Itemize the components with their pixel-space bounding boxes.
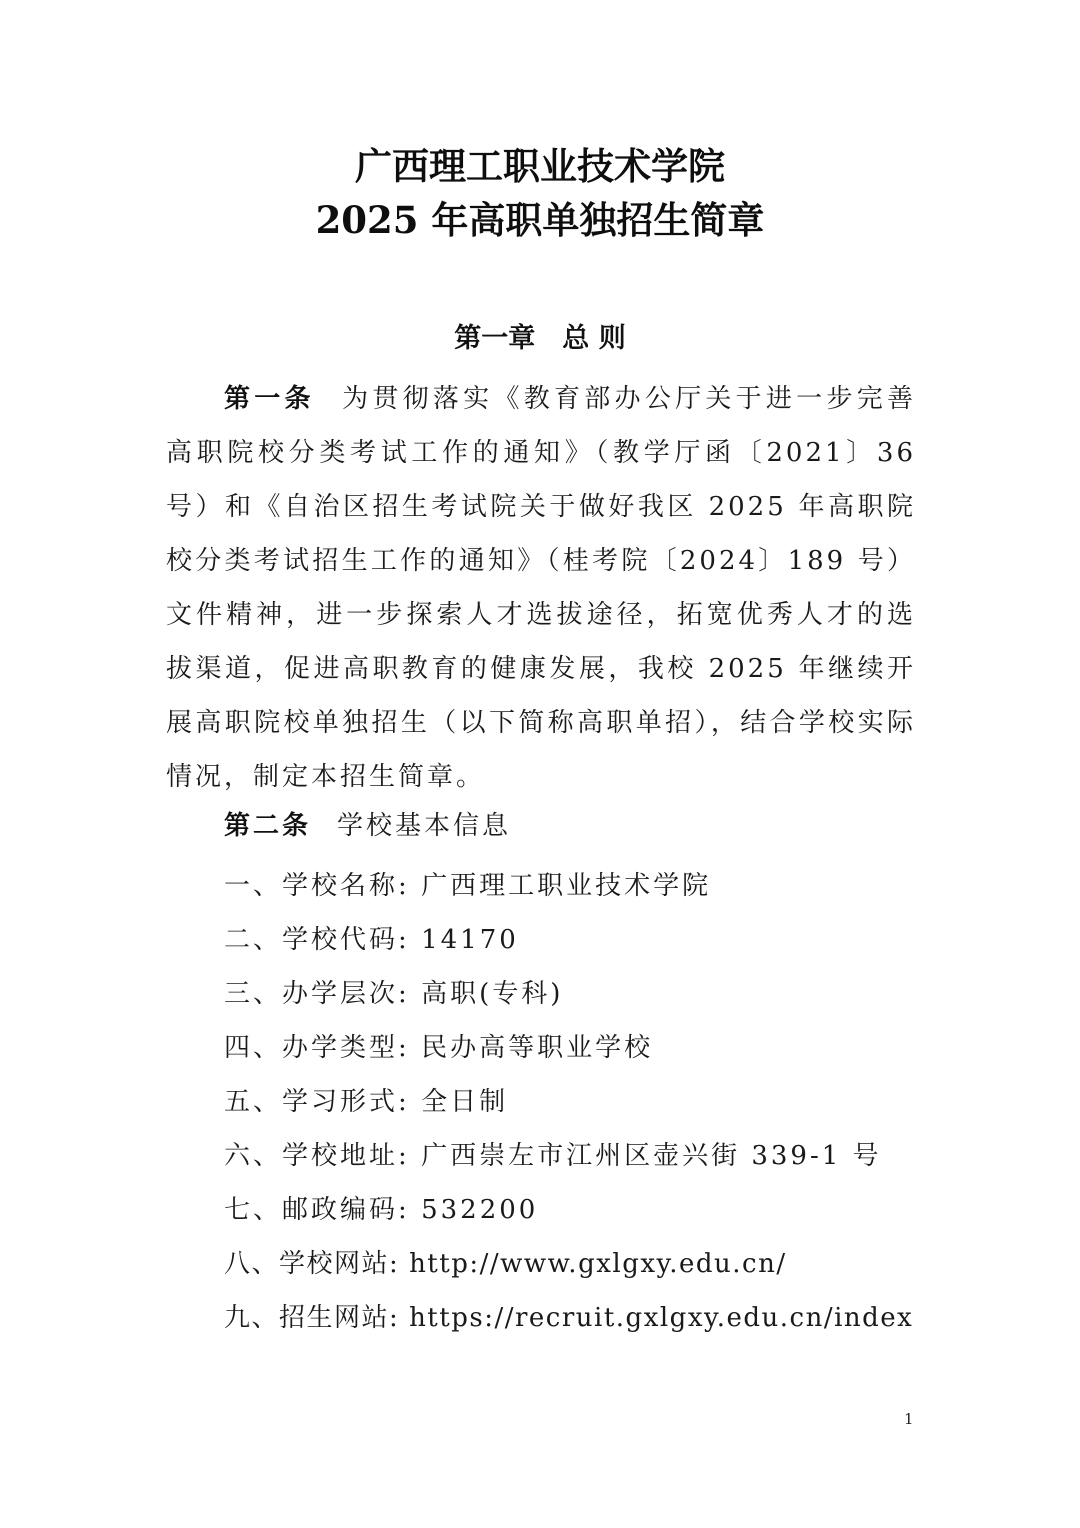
info-item-study-mode: 五、学习形式: 全日制 <box>224 1087 509 1117</box>
info-item-school-name: 一、学校名称: 广西理工职业技术学院 <box>224 871 712 901</box>
info-item-school-type: 四、办学类型: 民办高等职业学校 <box>224 1033 654 1063</box>
article-2-text: 学校基本信息 <box>337 811 512 841</box>
info-item-postal-code: 七、邮政编码: 532200 <box>224 1195 539 1225</box>
info-item-school-website: 八、学校网站: http://www.gxlgxy.edu.cn/ <box>224 1249 787 1279</box>
document-title-line2: 2025 年高职单独招生简章 <box>315 198 765 242</box>
recruit-website-link[interactable]: https://recruit.gxlgxy.edu.cn/index <box>409 1303 914 1333</box>
document-title-line1: 广西理工职业技术学院 <box>355 144 725 188</box>
article-2-line <box>224 805 511 842</box>
page-number: 1 <box>904 1410 914 1428</box>
info-item-recruit-website: 九、招生网站: https://recruit.gxlgxy.edu.cn/index <box>224 1303 914 1333</box>
article-1-text: 为贯彻落实《教育部办公厅关于进一步完善高职院校分类考试工作的通知》（教学厅函〔2021〕36 号）和《自治区招生考试院关于做好我区 2025 年高职院校分类考试招生工作的通知》（桂考院〔2024〕189 号）文件精神，进一步探索人才选拔途径，拓宽优秀人才的选拔渠道，促进高职教育的健康发展，我校 2025 年继续开展高职院校单独招生（以下简称高职单招），结合学校实际情况，制定本招生简章。 <box>166 384 916 792</box>
info-item-education-level: 三、办学层次: 高职(专科) <box>224 979 564 1009</box>
article-1-label: 第一条 <box>224 384 315 414</box>
school-website-link[interactable]: http://www.gxlgxy.edu.cn/ <box>409 1249 787 1279</box>
school-info-list <box>224 859 913 1345</box>
article-2-label: 第二条 <box>224 811 312 841</box>
info-item-address: 六、学校地址: 广西崇左市江州区壶兴街 339-1 号 <box>224 1141 882 1171</box>
info-item-school-code: 二、学校代码: 14170 <box>224 925 519 955</box>
article-1-paragraph <box>166 372 916 804</box>
chapter-heading: 第一章 总 则 <box>454 323 626 354</box>
